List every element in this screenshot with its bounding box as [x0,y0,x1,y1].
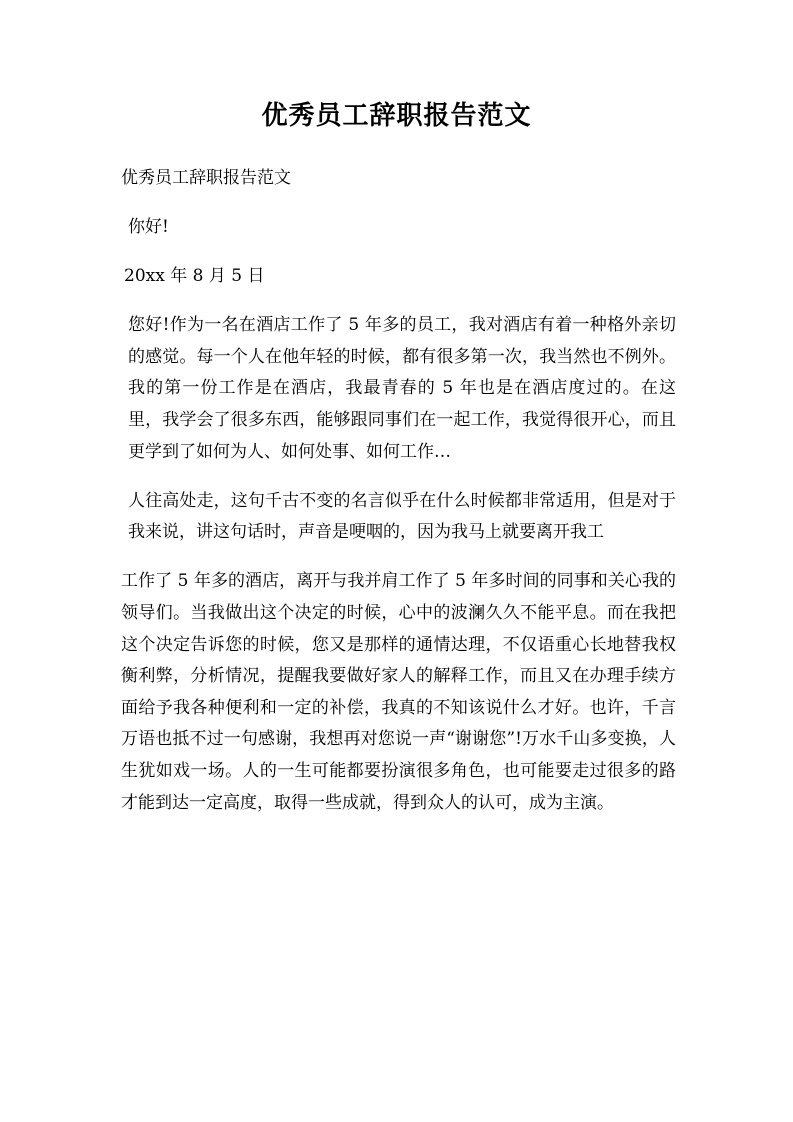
paragraph-body-1: 您好!作为一名在酒店工作了 5 年多的员工，我对酒店有着一种格外亲切的感觉。每一个人在他年轻的时候，都有很多第一次，我当然也不例外。我的第一份工作是在酒店，我最青春的 5 年也是在酒店度过的。在这里，我学会了很多东西，能够跟同事们在一起工作，我觉得很开心，而且更学到了如何为人、如何处事、如何工作… [128,315,676,462]
paragraph-greeting: 你好! [128,217,169,238]
paragraph-subtitle: 优秀员工辞职报告范文 [121,168,291,188]
document-body [121,163,676,837]
paragraph-date: 20xx 年 8 月 5 日 [124,266,265,287]
document-title: 优秀员工辞职报告范文 [261,101,532,131]
paragraph-body-3: 工作了 5 年多的酒店，离开与我并肩工作了 5 年多时间的同事和关心我的领导们。当我做出这个决定的时候，心中的波澜久久不能平息。而在我把这个决定告诉您的时候，您又是那样的通情达理，不仅语重心长地替我权衡利弊，分析情况，提醒我要做好家人的解释工作，而且又在办理手续方面给予我各种便利和一定的补偿，我真的不知该说什么才好。也许，千言万语也抵不过一句感谢，我想再对您说一声“谢谢您”!万水千山多变换，人生犹如戏一场。人的一生可能都要扮演很多角色，也可能要走过很多的路才能到达一定高度，取得一些成就，得到众人的认可，成为主演。 [121,571,676,813]
paragraph-body-2: 人往高处走，这句千古不变的名言似乎在什么时候都非常适用，但是对于我来说，讲这句话时，声音是哽咽的，因为我马上就要离开我工 [128,490,676,543]
